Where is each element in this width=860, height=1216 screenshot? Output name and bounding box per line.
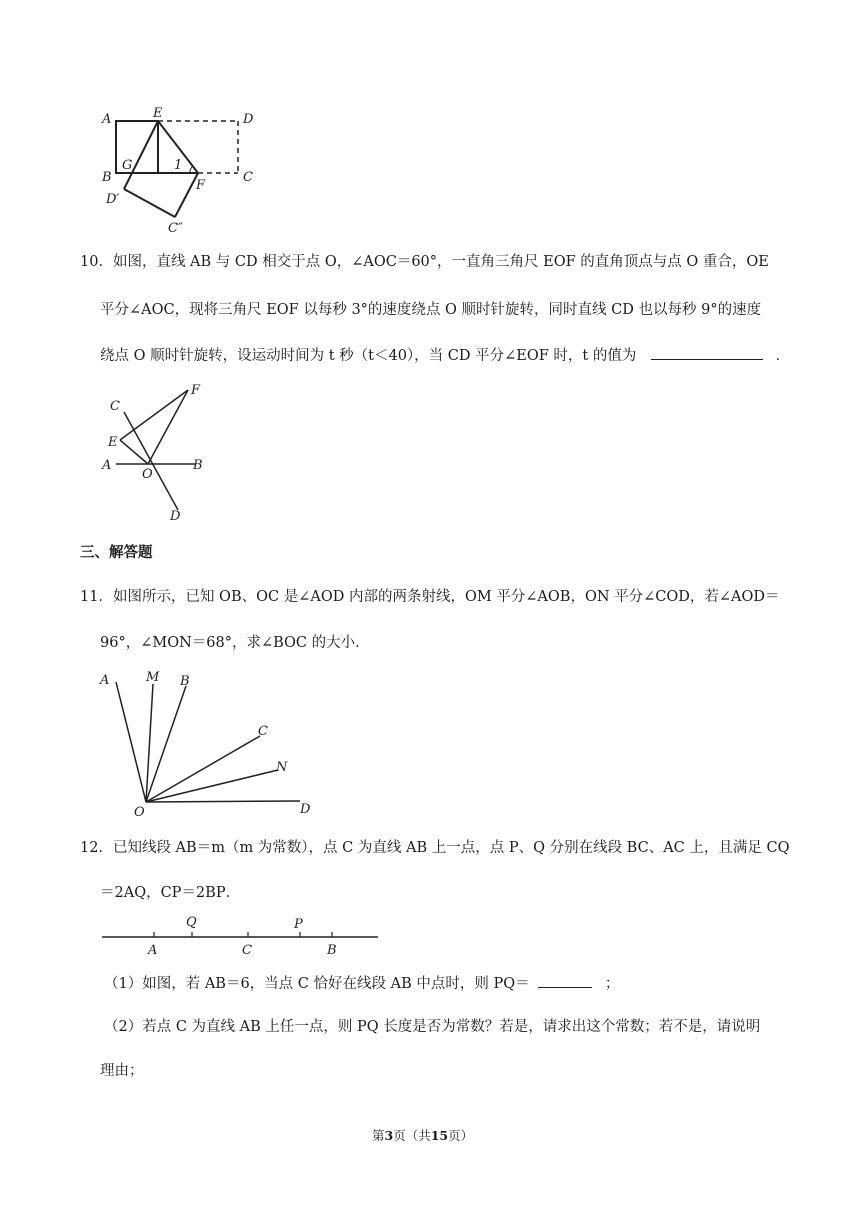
q12-part1-end: ； — [604, 976, 620, 992]
q12-part1-answer-blank[interactable] — [538, 973, 592, 988]
q12-label-P: P — [294, 917, 303, 932]
folded-rectangle-figure — [100, 105, 270, 235]
q10-line2: 平分∠AOC，现将三角尺 EOF 以每秒 3°的速度绕点 O 顺时针旋转，同时直线 CD 也以每秒 9°的速度 — [100, 302, 762, 318]
q10-label-D: D — [170, 509, 181, 524]
q10-line1 — [80, 252, 769, 272]
q12-label-C: C — [242, 943, 252, 958]
q12-label-B: B — [327, 943, 337, 958]
label-E: E — [153, 106, 163, 121]
q11-label-B: B — [180, 674, 190, 689]
footer-prefix: 第 — [372, 1128, 385, 1143]
q11-label-M: M — [146, 670, 160, 685]
label-G: G — [122, 158, 133, 173]
footer-page-number: 3 — [384, 1128, 394, 1143]
label-F: F — [196, 178, 206, 193]
label-C: C — [243, 170, 253, 185]
label-D-prime: D′ — [106, 192, 120, 207]
q10-number: 10． — [80, 254, 113, 270]
label-C-double-prime: C″ — [168, 221, 183, 236]
q11-number: 11． — [80, 589, 113, 605]
q12-part2-line1: （2）若点 C 为直线 AB 上任一点，则 PQ 长度是否为常数？若是，请求出这个常数；若不是，请说明 — [104, 1019, 761, 1035]
q10-rotation-figure — [100, 382, 230, 522]
q11-label-N: N — [276, 760, 288, 775]
q11-text-line1: 如图所示，已知 OB、OC 是∠AOD 内部的两条射线，OM 平分∠AOB，ON 平分∠COD，若∠AOD＝ — [112, 589, 780, 605]
q10-text-line1: 如图，直线 AB 与 CD 相交于点 O，∠AOC＝60°，一直角三角尺 EOF 的直角顶点与点 O 重合，OE — [112, 254, 769, 270]
page-footer — [372, 1126, 473, 1146]
q10-label-C: C — [110, 399, 120, 414]
q11-line2: 96°，∠MON＝68°，求∠BOC 的大小． — [100, 635, 370, 651]
label-B: B — [102, 170, 112, 185]
q10-answer-blank[interactable] — [651, 345, 763, 360]
q10-label-B: B — [193, 458, 203, 473]
q12-line2: ＝2AQ，CP＝2BP． — [100, 885, 241, 901]
footer-suffix: 页） — [448, 1128, 474, 1143]
q10-label-A: A — [102, 458, 112, 473]
q10-line3 — [100, 345, 790, 366]
footer-middle: 页（共 — [393, 1128, 431, 1143]
q10-label-F: F — [191, 383, 201, 398]
q11-label-O: O — [134, 805, 145, 820]
q12-label-A: A — [148, 943, 158, 958]
q12-part2-line2: 理由； — [100, 1063, 144, 1079]
q11-rays-figure — [100, 668, 320, 818]
q10-label-O: O — [142, 467, 153, 482]
section-heading: 三、解答题 — [80, 544, 153, 561]
q12-number: 12． — [80, 840, 113, 856]
q11-label-D: D — [300, 802, 311, 817]
q11-label-A: A — [100, 673, 110, 688]
q12-part1-text: （1）如图，若 AB＝6，当点 C 恰好在线段 AB 中点时，则 PQ＝ — [104, 976, 530, 992]
q10-text-line3: 绕点 O 顺时针旋转，设运动时间为 t 秒（t＜40），当 CD 平分∠EOF 时，t 的值为 — [100, 348, 637, 364]
q12-label-Q: Q — [186, 915, 197, 930]
label-A: A — [102, 112, 112, 127]
q10-label-E: E — [108, 435, 118, 450]
q12-part1 — [104, 973, 619, 994]
q12-line-figure — [100, 910, 390, 960]
footer-total-pages: 15 — [430, 1128, 449, 1143]
label-D: D — [243, 112, 254, 127]
q11-label-C: C — [258, 724, 268, 739]
q11-line1 — [80, 587, 780, 607]
label-1: 1 — [174, 158, 183, 173]
q12-text-line1: 已知线段 AB＝m（m 为常数），点 C 为直线 AB 上一点，点 P、Q 分别在线段 BC、AC 上，且满足 CQ — [112, 840, 790, 856]
q12-line1 — [80, 838, 789, 858]
q10-line3-end: ． — [775, 348, 791, 364]
